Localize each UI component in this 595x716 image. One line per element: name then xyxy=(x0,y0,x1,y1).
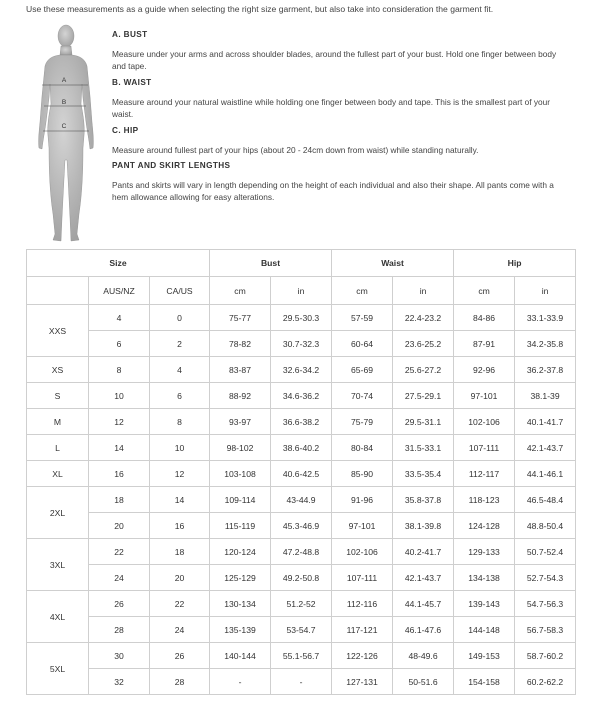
measurement-cell: 102-106 xyxy=(332,539,393,565)
measurement-cell: 85-90 xyxy=(332,461,393,487)
guide-text-hip: Measure around fullest part of your hips (about 20 - 24cm down from waist) while standing naturally. xyxy=(112,144,479,155)
guide-title-bust: A. BUST xyxy=(112,30,148,39)
measurement-cell: 103-108 xyxy=(210,461,271,487)
size-name-cell: S xyxy=(27,383,89,409)
measurement-cell: 0 xyxy=(150,305,210,331)
measurement-cell: 30.7-32.3 xyxy=(271,331,332,357)
measurement-cell: 154-158 xyxy=(454,669,515,695)
measurement-cell: 75-77 xyxy=(210,305,271,331)
guide-text-waist: Measure around your natural waistline while holding one finger between body and tape. This is the smallest part of your waist. xyxy=(112,96,550,120)
measurement-cell: 140-144 xyxy=(210,643,271,669)
measurement-cell: 40.1-41.7 xyxy=(515,409,576,435)
table-row xyxy=(27,565,576,591)
size-name-cell: 5XL xyxy=(27,643,89,695)
measurement-cell: 48-49.6 xyxy=(393,643,454,669)
intro-text: Use these measurements as a guide when selecting the right size garment, but also take into consideration the garment fit. xyxy=(26,4,494,14)
measurement-cell: 84-86 xyxy=(454,305,515,331)
measurement-cell: 12 xyxy=(89,409,150,435)
measurement-cell: 29.5-31.1 xyxy=(393,409,454,435)
header-unit-cell: in xyxy=(271,277,332,305)
table-row xyxy=(27,539,576,565)
figure-label-c: C xyxy=(61,123,67,130)
header-unit-cell: cm xyxy=(454,277,515,305)
measurement-cell: 32.6-34.2 xyxy=(271,357,332,383)
table-row xyxy=(27,461,576,487)
size-name-cell: 2XL xyxy=(27,487,89,539)
measurement-cell: 127-131 xyxy=(332,669,393,695)
measurement-cell: 115-119 xyxy=(210,513,271,539)
size-name-cell: XXS xyxy=(27,305,89,357)
measurement-cell: 124-128 xyxy=(454,513,515,539)
guide-text-pant-skirt-lengths: Pants and skirts will vary in length depending on the height of each individual and also their shape. All pants come with a hem allowance allowing for easy alterations. xyxy=(112,180,554,203)
measurement-cell: 34.2-35.8 xyxy=(515,331,576,357)
header-size: Size xyxy=(27,250,210,277)
measurement-cell: 139-143 xyxy=(454,591,515,617)
measurement-cell: 10 xyxy=(89,383,150,409)
measurement-cell: 36.6-38.2 xyxy=(271,409,332,435)
table-row xyxy=(27,305,576,331)
measurement-cell: 20 xyxy=(89,513,150,539)
measurement-cell: 93-97 xyxy=(210,409,271,435)
measurement-cell: 33.1-33.9 xyxy=(515,305,576,331)
measurement-cell: 92-96 xyxy=(454,357,515,383)
measurement-cell: 60.2-62.2 xyxy=(515,669,576,695)
measurement-cell: 48.8-50.4 xyxy=(515,513,576,539)
measurement-cell: 134-138 xyxy=(454,565,515,591)
measurement-cell: 112-117 xyxy=(454,461,515,487)
measurement-cell: 35.8-37.8 xyxy=(393,487,454,513)
measurement-cell: 8 xyxy=(150,409,210,435)
measurement-cell: 31.5-33.1 xyxy=(393,435,454,461)
measurement-cell: 50-51.6 xyxy=(393,669,454,695)
measurement-cell: 25.6-27.2 xyxy=(393,357,454,383)
measurement-cell: 40.6-42.5 xyxy=(271,461,332,487)
measurement-cell: 14 xyxy=(89,435,150,461)
measurement-cell: 120-124 xyxy=(210,539,271,565)
measurement-cell: 53-54.7 xyxy=(271,617,332,643)
measurement-cell: 4 xyxy=(89,305,150,331)
measurement-cell: 122-126 xyxy=(332,643,393,669)
measurement-cell: 18 xyxy=(150,539,210,565)
measurement-cell: 27.5-29.1 xyxy=(393,383,454,409)
header-bust: Bust xyxy=(210,250,332,277)
guide-title-waist: B. WAIST xyxy=(112,77,152,87)
table-row xyxy=(27,435,576,461)
measurement-cell: 14 xyxy=(150,487,210,513)
size-chart-table xyxy=(26,249,576,695)
table-row xyxy=(27,357,576,383)
measurement-cell: 57-59 xyxy=(332,305,393,331)
measurement-cell: 12 xyxy=(150,461,210,487)
measurement-cell: 23.6-25.2 xyxy=(393,331,454,357)
measurement-cell: 22.4-23.2 xyxy=(393,305,454,331)
measurement-cell: 26 xyxy=(89,591,150,617)
measurement-cell: 29.5-30.3 xyxy=(271,305,332,331)
figure-label-b: B xyxy=(61,99,67,106)
measurement-cell: 49.2-50.8 xyxy=(271,565,332,591)
measurement-cell: 34.6-36.2 xyxy=(271,383,332,409)
measurement-cell: 46.5-48.4 xyxy=(515,487,576,513)
measurement-cell: 16 xyxy=(89,461,150,487)
measurement-cell: 83-87 xyxy=(210,357,271,383)
measurement-cell: 32 xyxy=(89,669,150,695)
measurement-cell: 38.1-39.8 xyxy=(393,513,454,539)
measurement-cell: 75-79 xyxy=(332,409,393,435)
measurement-cell: 60-64 xyxy=(332,331,393,357)
header-waist: Waist xyxy=(332,250,454,277)
measurement-cell: 98-102 xyxy=(210,435,271,461)
measurement-cell: 65-69 xyxy=(332,357,393,383)
measurement-cell: 28 xyxy=(150,669,210,695)
figure-label-a: A xyxy=(61,77,67,84)
size-name-cell: L xyxy=(27,435,89,461)
guide-title-hip: C. HIP xyxy=(112,125,139,135)
measurement-cell: 87-91 xyxy=(454,331,515,357)
measurement-cell: 109-114 xyxy=(210,487,271,513)
measurement-cell: 117-121 xyxy=(332,617,393,643)
measurement-cell: 144-148 xyxy=(454,617,515,643)
measurement-cell: 46.1-47.6 xyxy=(393,617,454,643)
measurement-cell: - xyxy=(271,669,332,695)
measurement-cell: 18 xyxy=(89,487,150,513)
measurement-cell: 97-101 xyxy=(454,383,515,409)
header-unit-cell: cm xyxy=(332,277,393,305)
measurement-cell: 80-84 xyxy=(332,435,393,461)
measurement-cell: 30 xyxy=(89,643,150,669)
measurement-cell: 44.1-45.7 xyxy=(393,591,454,617)
measurement-cell: 38.6-40.2 xyxy=(271,435,332,461)
measurement-cell: 24 xyxy=(150,617,210,643)
table-row xyxy=(27,591,576,617)
measurement-cell: 135-139 xyxy=(210,617,271,643)
size-name-cell: M xyxy=(27,409,89,435)
measurement-cell: 22 xyxy=(150,591,210,617)
measurement-cell: 107-111 xyxy=(332,565,393,591)
measurement-cell: 52.7-54.3 xyxy=(515,565,576,591)
table-row xyxy=(27,383,576,409)
measurement-cell: 28 xyxy=(89,617,150,643)
measurement-cell: 149-153 xyxy=(454,643,515,669)
measurement-cell: 38.1-39 xyxy=(515,383,576,409)
measurement-cell: 42.1-43.7 xyxy=(393,565,454,591)
measurement-cell: 91-96 xyxy=(332,487,393,513)
table-row xyxy=(27,643,576,669)
guide-title-pant-skirt-lengths: PANT AND SKIRT LENGTHS xyxy=(112,161,231,171)
measurement-cell: 44.1-46.1 xyxy=(515,461,576,487)
measurement-cell: 6 xyxy=(89,331,150,357)
table-row xyxy=(27,409,576,435)
guide-text-bust: Measure under your arms and across shoulder blades, around the fullest part of your bust. Hold one finger between body and tape. xyxy=(112,49,557,72)
measurement-cell: 102-106 xyxy=(454,409,515,435)
table-row xyxy=(27,617,576,643)
header-unit-cell: in xyxy=(515,277,576,305)
header-unit-cell: in xyxy=(393,277,454,305)
measurement-cell: - xyxy=(210,669,271,695)
measurement-cell: 51.2-52 xyxy=(271,591,332,617)
measurement-cell: 47.2-48.8 xyxy=(271,539,332,565)
measurement-guide xyxy=(112,30,564,209)
measurement-cell: 58.7-60.2 xyxy=(515,643,576,669)
measurement-cell: 10 xyxy=(150,435,210,461)
header-unit-cell: CA/US xyxy=(150,277,210,305)
header-unit-cell: AUS/NZ xyxy=(89,277,150,305)
size-name-cell: XS xyxy=(27,357,89,383)
measurement-cell: 54.7-56.3 xyxy=(515,591,576,617)
measurement-cell: 36.2-37.8 xyxy=(515,357,576,383)
measurement-cell: 50.7-52.4 xyxy=(515,539,576,565)
measurement-cell: 43-44.9 xyxy=(271,487,332,513)
size-chart-body xyxy=(27,305,576,695)
measurement-cell: 78-82 xyxy=(210,331,271,357)
measurement-cell: 45.3-46.9 xyxy=(271,513,332,539)
table-row xyxy=(27,487,576,513)
size-name-cell: 4XL xyxy=(27,591,89,643)
body-figure-illustration xyxy=(30,22,102,244)
header-blank-cell xyxy=(27,277,89,305)
measurement-cell: 70-74 xyxy=(332,383,393,409)
measurement-cell: 125-129 xyxy=(210,565,271,591)
size-name-cell: XL xyxy=(27,461,89,487)
measurement-cell: 24 xyxy=(89,565,150,591)
measurement-cell: 129-133 xyxy=(454,539,515,565)
measurement-cell: 112-116 xyxy=(332,591,393,617)
header-unit-cell: cm xyxy=(210,277,271,305)
measurement-cell: 33.5-35.4 xyxy=(393,461,454,487)
measurement-cell: 97-101 xyxy=(332,513,393,539)
measurement-cell: 107-111 xyxy=(454,435,515,461)
measurement-cell: 16 xyxy=(150,513,210,539)
table-row xyxy=(27,513,576,539)
header-hip: Hip xyxy=(454,250,576,277)
size-name-cell: 3XL xyxy=(27,539,89,591)
measurement-cell: 20 xyxy=(150,565,210,591)
measurement-cell: 6 xyxy=(150,383,210,409)
measurement-cell: 130-134 xyxy=(210,591,271,617)
measurement-cell: 4 xyxy=(150,357,210,383)
measurement-cell: 2 xyxy=(150,331,210,357)
table-row xyxy=(27,669,576,695)
measurement-cell: 40.2-41.7 xyxy=(393,539,454,565)
measurement-cell: 56.7-58.3 xyxy=(515,617,576,643)
measurement-cell: 26 xyxy=(150,643,210,669)
measurement-cell: 55.1-56.7 xyxy=(271,643,332,669)
table-row xyxy=(27,331,576,357)
measurement-cell: 88-92 xyxy=(210,383,271,409)
measurement-cell: 118-123 xyxy=(454,487,515,513)
measurement-cell: 42.1-43.7 xyxy=(515,435,576,461)
measurement-cell: 22 xyxy=(89,539,150,565)
measurement-cell: 8 xyxy=(89,357,150,383)
